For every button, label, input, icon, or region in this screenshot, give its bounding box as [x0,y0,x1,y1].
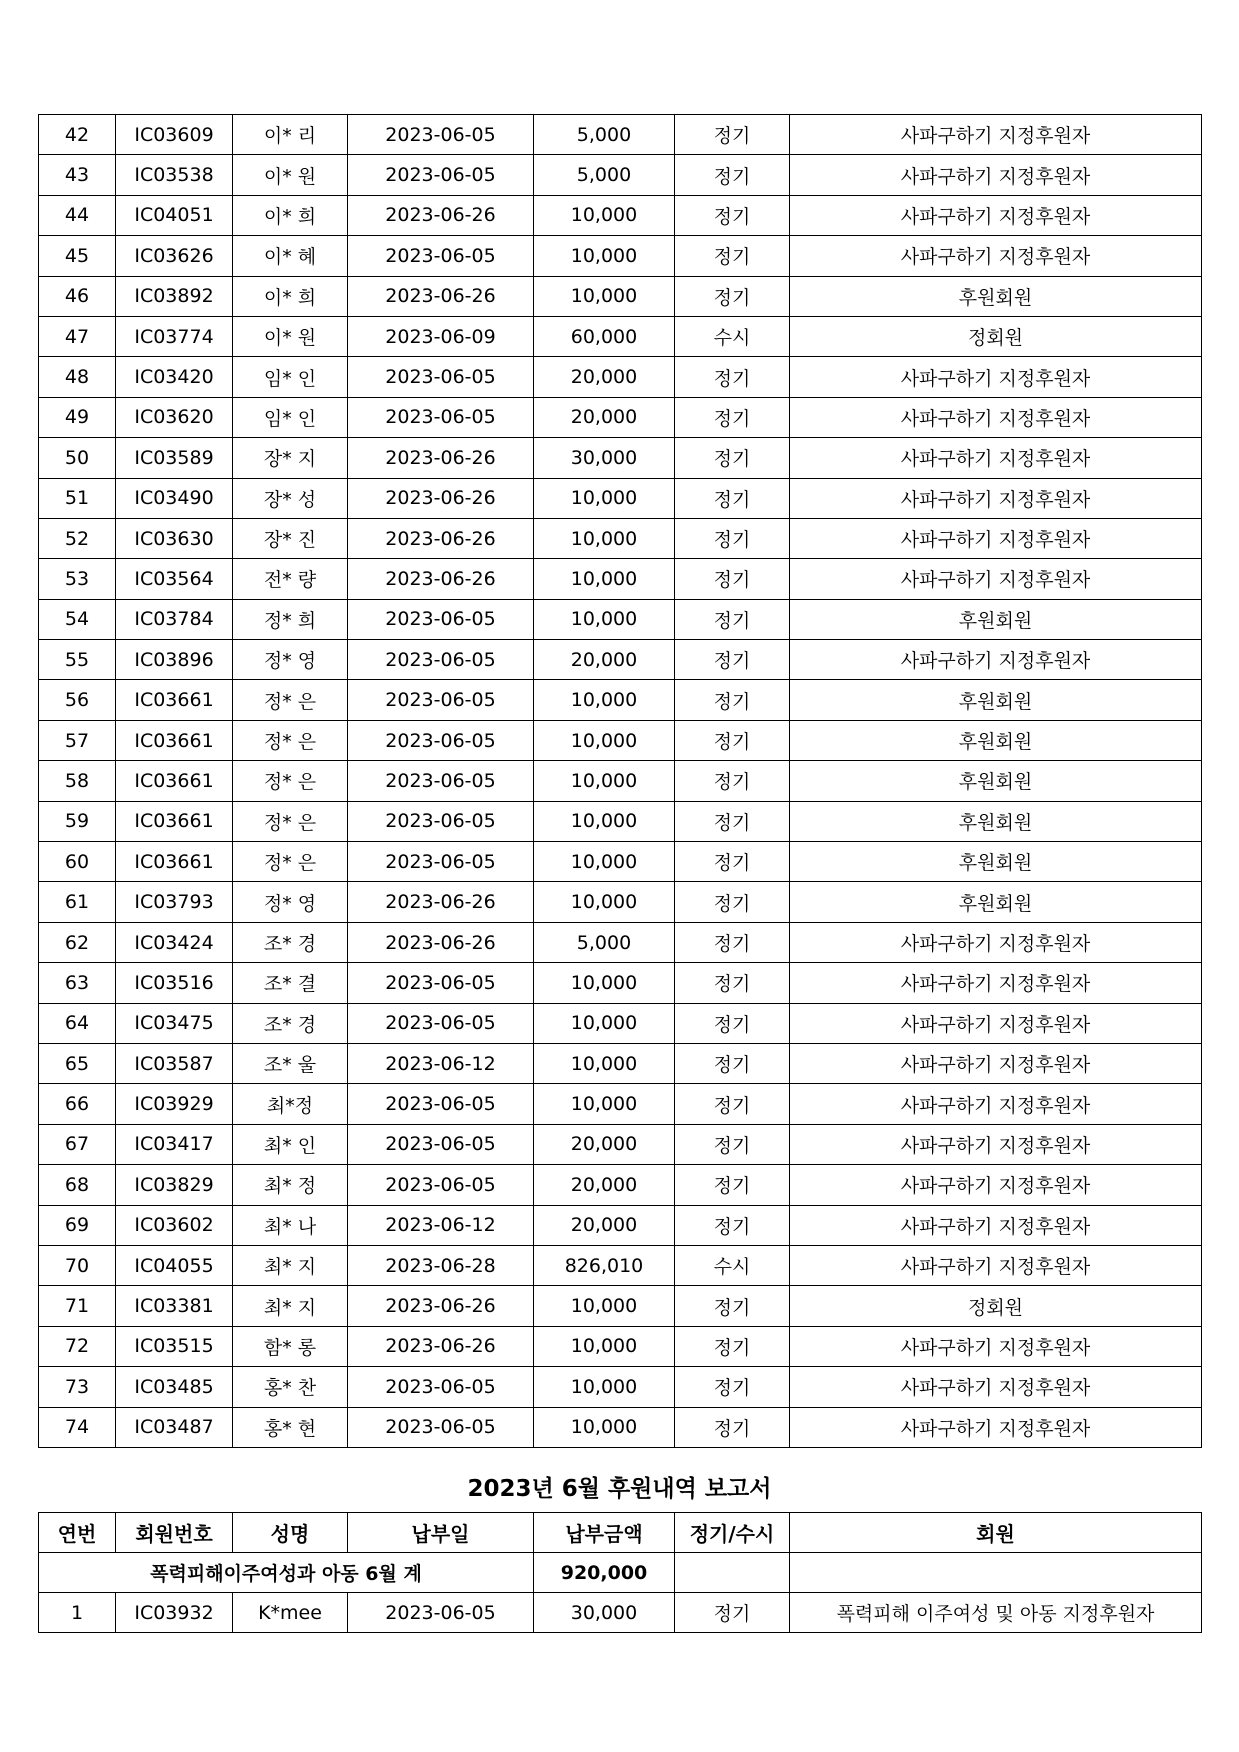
header-name: 성명 [233,1513,348,1553]
cell-seq: 55 [39,640,116,680]
table-row [39,115,1202,155]
cell-seq: 63 [39,963,116,1003]
cell-seq: 48 [39,357,116,397]
cell-date: 2023-06-26 [348,1286,534,1326]
cell-type: 정기 [675,1326,790,1366]
cell-member-id: IC03515 [116,1326,233,1366]
cell-date: 2023-06-26 [348,922,534,962]
cell-member-id: IC04051 [116,195,233,235]
cell-member: 사파구하기 지정후원자 [790,478,1202,518]
cell-type: 정기 [675,1407,790,1447]
cell-amount: 10,000 [534,1367,675,1407]
cell-date: 2023-06-05 [348,842,534,882]
cell-type: 정기 [675,438,790,478]
cell-seq: 42 [39,115,116,155]
cell-name: 임* 인 [233,397,348,437]
cell-date: 2023-06-05 [348,1367,534,1407]
table-row [39,518,1202,558]
cell-seq: 56 [39,680,116,720]
cell-date: 2023-06-26 [348,882,534,922]
cell-date: 2023-06-05 [348,1003,534,1043]
cell-type: 정기 [675,680,790,720]
table-row [39,559,1202,599]
table-row [39,357,1202,397]
cell-date: 2023-06-26 [348,1326,534,1366]
cell-type: 수시 [675,316,790,356]
cell-name: 정* 은 [233,680,348,720]
cell-date: 2023-06-05 [348,720,534,760]
cell-member: 사파구하기 지정후원자 [790,155,1202,195]
cell-name: 정* 은 [233,761,348,801]
cell-seq: 69 [39,1205,116,1245]
cell-seq: 64 [39,1003,116,1043]
cell-seq: 43 [39,155,116,195]
cell-seq: 54 [39,599,116,639]
cell-member-id: IC03661 [116,680,233,720]
cell-name: 이* 혜 [233,236,348,276]
cell-type: 수시 [675,1245,790,1285]
cell-seq: 51 [39,478,116,518]
cell-member-id: IC03475 [116,1003,233,1043]
cell-amount: 10,000 [534,963,675,1003]
cell-name: 함* 롱 [233,1326,348,1366]
cell-member: 후원회원 [790,599,1202,639]
cell-name: 정* 은 [233,801,348,841]
table-row [39,1165,1202,1205]
cell-amount: 10,000 [534,236,675,276]
cell-seq: 66 [39,1084,116,1124]
cell-seq: 46 [39,276,116,316]
cell-seq: 60 [39,842,116,882]
cell-type: 정기 [675,1043,790,1083]
table-row [39,236,1202,276]
cell-amount: 10,000 [534,1003,675,1043]
cell-amount: 10,000 [534,1407,675,1447]
cell-date: 2023-06-28 [348,1245,534,1285]
cell-amount: 20,000 [534,1165,675,1205]
cell-type: 정기 [675,1286,790,1326]
cell-member-id: IC03774 [116,316,233,356]
cell-amount: 20,000 [534,1205,675,1245]
cell-member: 사파구하기 지정후원자 [790,1407,1202,1447]
cell-amount: 60,000 [534,316,675,356]
cell-type: 정기 [675,478,790,518]
cell-member-id: IC03516 [116,963,233,1003]
table-row [39,842,1202,882]
cell-member: 사파구하기 지정후원자 [790,922,1202,962]
cell-type: 정기 [675,155,790,195]
table-row [39,438,1202,478]
cell-member-id: IC03381 [116,1286,233,1326]
table-row [39,922,1202,962]
cell-date: 2023-06-05 [348,1084,534,1124]
cell-seq: 47 [39,316,116,356]
cell-seq: 72 [39,1326,116,1366]
cell-type: 정기 [675,963,790,1003]
cell-member: 후원회원 [790,801,1202,841]
cell-member: 사파구하기 지정후원자 [790,1124,1202,1164]
cell-member-id: IC03538 [116,155,233,195]
cell-amount: 10,000 [534,1326,675,1366]
cell-seq: 52 [39,518,116,558]
table-row [39,276,1202,316]
cell-member-id: IC03661 [116,761,233,801]
cell-type: 정기 [675,882,790,922]
cell-name: 최* 지 [233,1286,348,1326]
cell-member-id: IC03784 [116,599,233,639]
cell-type: 정기 [675,236,790,276]
cell-seq: 57 [39,720,116,760]
cell-name: 이* 원 [233,316,348,356]
cell-amount: 10,000 [534,518,675,558]
table-row [39,478,1202,518]
cell-seq: 50 [39,438,116,478]
header-date: 납부일 [348,1513,534,1553]
cell-type: 정기 [675,842,790,882]
cell-amount: 826,010 [534,1245,675,1285]
header-amount: 납부금액 [534,1513,675,1553]
cell-name: 장* 진 [233,518,348,558]
cell-name: 조* 결 [233,963,348,1003]
table-row [39,1003,1202,1043]
cell-member: 후원회원 [790,680,1202,720]
cell-name: 이* 희 [233,195,348,235]
cell-member-id: IC03564 [116,559,233,599]
cell-amount: 10,000 [534,599,675,639]
cell-date: 2023-06-05 [348,357,534,397]
cell-type: 정기 [675,1003,790,1043]
cell-member-id: IC03420 [116,357,233,397]
cell-member: 사파구하기 지정후원자 [790,518,1202,558]
table-row [39,680,1202,720]
cell-type: 정기 [675,720,790,760]
cell-date: 2023-06-05 [348,761,534,801]
cell-member-id: IC03661 [116,720,233,760]
cell-type: 정기 [675,1165,790,1205]
cell-date: 2023-06-05 [348,963,534,1003]
cell-date: 2023-06-12 [348,1205,534,1245]
header-type: 정기/수시 [675,1513,790,1553]
cell-date: 2023-06-26 [348,438,534,478]
cell-date: 2023-06-09 [348,316,534,356]
cell-amount: 10,000 [534,195,675,235]
table-row [39,1084,1202,1124]
cell-member: 사파구하기 지정후원자 [790,236,1202,276]
cell-amount: 10,000 [534,842,675,882]
cell-member-id: IC03417 [116,1124,233,1164]
table-row [39,640,1202,680]
cell-date: 2023-06-05 [348,801,534,841]
donation-table-body [39,115,1202,1448]
cell-date: 2023-06-05 [348,680,534,720]
cell-name: 정* 희 [233,599,348,639]
cell-date: 2023-06-05 [348,397,534,437]
cell-seq: 71 [39,1286,116,1326]
cell-name: 최* 인 [233,1124,348,1164]
cell-seq: 44 [39,195,116,235]
cell-type: 정기 [675,761,790,801]
table-row [39,1043,1202,1083]
table-row [39,195,1202,235]
table-row [39,801,1202,841]
table-row [39,316,1202,356]
cell-type: 정기 [675,195,790,235]
cell-member: 사파구하기 지정후원자 [790,963,1202,1003]
cell-member-id: IC03620 [116,397,233,437]
cell-type: 정기 [675,1593,790,1633]
cell-amount: 5,000 [534,115,675,155]
cell-amount: 10,000 [534,276,675,316]
cell-member: 사파구하기 지정후원자 [790,1326,1202,1366]
table-row [39,1205,1202,1245]
table-row [39,397,1202,437]
cell-member-id: IC03609 [116,115,233,155]
summary-label: 폭력피해이주여성과 아동 6월 계 [39,1553,534,1593]
cell-date: 2023-06-05 [348,115,534,155]
cell-name: 최* 나 [233,1205,348,1245]
cell-seq: 61 [39,882,116,922]
table-row [39,761,1202,801]
cell-type: 정기 [675,640,790,680]
cell-member: 사파구하기 지정후원자 [790,1003,1202,1043]
cell-member: 사파구하기 지정후원자 [790,640,1202,680]
cell-amount: 10,000 [534,801,675,841]
cell-member-id: IC03929 [116,1084,233,1124]
table-row [39,963,1202,1003]
cell-name: 이* 원 [233,155,348,195]
cell-seq: 49 [39,397,116,437]
cell-member: 사파구하기 지정후원자 [790,1165,1202,1205]
cell-type: 정기 [675,1367,790,1407]
header-row [39,1513,1202,1553]
cell-member: 사파구하기 지정후원자 [790,1043,1202,1083]
cell-member-id: IC03630 [116,518,233,558]
cell-date: 2023-06-05 [348,1593,534,1633]
cell-name: 홍* 현 [233,1407,348,1447]
table-row [39,155,1202,195]
cell-name: 홍* 찬 [233,1367,348,1407]
cell-type: 정기 [675,357,790,397]
table-row [39,1593,1202,1633]
cell-seq: 53 [39,559,116,599]
cell-type: 정기 [675,115,790,155]
cell-name: 조* 울 [233,1043,348,1083]
cell-seq: 74 [39,1407,116,1447]
cell-member: 사파구하기 지정후원자 [790,559,1202,599]
cell-member: 사파구하기 지정후원자 [790,195,1202,235]
cell-member-id: IC03793 [116,882,233,922]
cell-member: 사파구하기 지정후원자 [790,1245,1202,1285]
cell-amount: 10,000 [534,1286,675,1326]
cell-date: 2023-06-26 [348,195,534,235]
cell-member: 폭력피해 이주여성 및 아동 지정후원자 [790,1593,1202,1633]
cell-name: 장* 성 [233,478,348,518]
cell-member: 사파구하기 지정후원자 [790,1367,1202,1407]
summary-member-empty [790,1553,1202,1593]
cell-type: 정기 [675,599,790,639]
cell-member: 정회원 [790,1286,1202,1326]
header-member-id: 회원번호 [116,1513,233,1553]
table-row [39,599,1202,639]
cell-member: 사파구하기 지정후원자 [790,1084,1202,1124]
cell-seq: 70 [39,1245,116,1285]
cell-member-id: IC03485 [116,1367,233,1407]
cell-date: 2023-06-05 [348,640,534,680]
cell-member: 사파구하기 지정후원자 [790,1205,1202,1245]
cell-date: 2023-06-05 [348,155,534,195]
cell-seq: 68 [39,1165,116,1205]
cell-member: 후원회원 [790,882,1202,922]
table-row [39,1286,1202,1326]
cell-amount: 20,000 [534,357,675,397]
cell-amount: 30,000 [534,438,675,478]
cell-member-id: IC03896 [116,640,233,680]
cell-amount: 20,000 [534,1124,675,1164]
cell-name: 전* 량 [233,559,348,599]
cell-member-id: IC03487 [116,1407,233,1447]
cell-date: 2023-06-12 [348,1043,534,1083]
cell-type: 정기 [675,397,790,437]
cell-date: 2023-06-26 [348,559,534,599]
cell-member-id: IC03490 [116,478,233,518]
cell-name: 최* 지 [233,1245,348,1285]
donation-table-continued [38,114,1202,1448]
cell-member: 후원회원 [790,842,1202,882]
cell-amount: 30,000 [534,1593,675,1633]
cell-member-id: IC03829 [116,1165,233,1205]
cell-name: 최* 정 [233,1165,348,1205]
table-row [39,1245,1202,1285]
cell-name: 이* 리 [233,115,348,155]
table-row [39,1124,1202,1164]
table-row [39,1407,1202,1447]
cell-amount: 10,000 [534,1043,675,1083]
cell-member-id: IC03932 [116,1593,233,1633]
cell-name: 조* 경 [233,922,348,962]
cell-date: 2023-06-05 [348,1407,534,1447]
cell-seq: 65 [39,1043,116,1083]
cell-type: 정기 [675,922,790,962]
cell-type: 정기 [675,1124,790,1164]
cell-seq: 73 [39,1367,116,1407]
cell-name: 조* 경 [233,1003,348,1043]
table-row [39,882,1202,922]
cell-member: 정회원 [790,316,1202,356]
cell-name: 임* 인 [233,357,348,397]
table-row [39,1367,1202,1407]
cell-name: K*mee [233,1593,348,1633]
report-title: 2023년 6월 후원내역 보고서 [467,1476,772,1502]
cell-member: 후원회원 [790,761,1202,801]
summary-type-empty [675,1553,790,1593]
cell-member-id: IC03589 [116,438,233,478]
cell-member: 사파구하기 지정후원자 [790,397,1202,437]
cell-member-id: IC04055 [116,1245,233,1285]
cell-name: 정* 은 [233,720,348,760]
cell-type: 정기 [675,801,790,841]
cell-name: 정* 은 [233,842,348,882]
cell-date: 2023-06-26 [348,518,534,558]
cell-date: 2023-06-05 [348,1165,534,1205]
cell-amount: 10,000 [534,559,675,599]
cell-seq: 67 [39,1124,116,1164]
cell-type: 정기 [675,1084,790,1124]
cell-seq: 62 [39,922,116,962]
cell-member-id: IC03424 [116,922,233,962]
cell-amount: 10,000 [534,680,675,720]
cell-member-id: IC03602 [116,1205,233,1245]
cell-seq: 59 [39,801,116,841]
cell-type: 정기 [675,518,790,558]
cell-seq: 45 [39,236,116,276]
cell-date: 2023-06-26 [348,276,534,316]
cell-name: 정* 영 [233,882,348,922]
cell-amount: 10,000 [534,761,675,801]
cell-member-id: IC03587 [116,1043,233,1083]
cell-member: 사파구하기 지정후원자 [790,115,1202,155]
cell-amount: 10,000 [534,1084,675,1124]
cell-type: 정기 [675,276,790,316]
cell-member: 사파구하기 지정후원자 [790,357,1202,397]
report-table-body [39,1553,1202,1633]
table-row [39,1326,1202,1366]
cell-name: 이* 희 [233,276,348,316]
cell-amount: 20,000 [534,640,675,680]
cell-type: 정기 [675,559,790,599]
cell-seq: 1 [39,1593,116,1633]
table-row [39,720,1202,760]
cell-seq: 58 [39,761,116,801]
cell-member: 후원회원 [790,276,1202,316]
cell-name: 장* 지 [233,438,348,478]
cell-date: 2023-06-05 [348,236,534,276]
cell-amount: 10,000 [534,882,675,922]
header-member: 회원 [790,1513,1202,1553]
header-seq: 연번 [39,1513,116,1553]
cell-member-id: IC03892 [116,276,233,316]
cell-date: 2023-06-05 [348,599,534,639]
cell-amount: 5,000 [534,922,675,962]
cell-member-id: IC03626 [116,236,233,276]
cell-member: 사파구하기 지정후원자 [790,438,1202,478]
cell-amount: 5,000 [534,155,675,195]
cell-member-id: IC03661 [116,842,233,882]
cell-date: 2023-06-05 [348,1124,534,1164]
cell-name: 최*정 [233,1084,348,1124]
cell-amount: 10,000 [534,478,675,518]
cell-member: 후원회원 [790,720,1202,760]
cell-type: 정기 [675,1205,790,1245]
summary-amount: 920,000 [534,1553,675,1593]
cell-amount: 20,000 [534,397,675,437]
cell-name: 정* 영 [233,640,348,680]
summary-row [39,1553,1202,1593]
cell-date: 2023-06-26 [348,478,534,518]
report-table [38,1512,1202,1633]
cell-amount: 10,000 [534,720,675,760]
cell-member-id: IC03661 [116,801,233,841]
